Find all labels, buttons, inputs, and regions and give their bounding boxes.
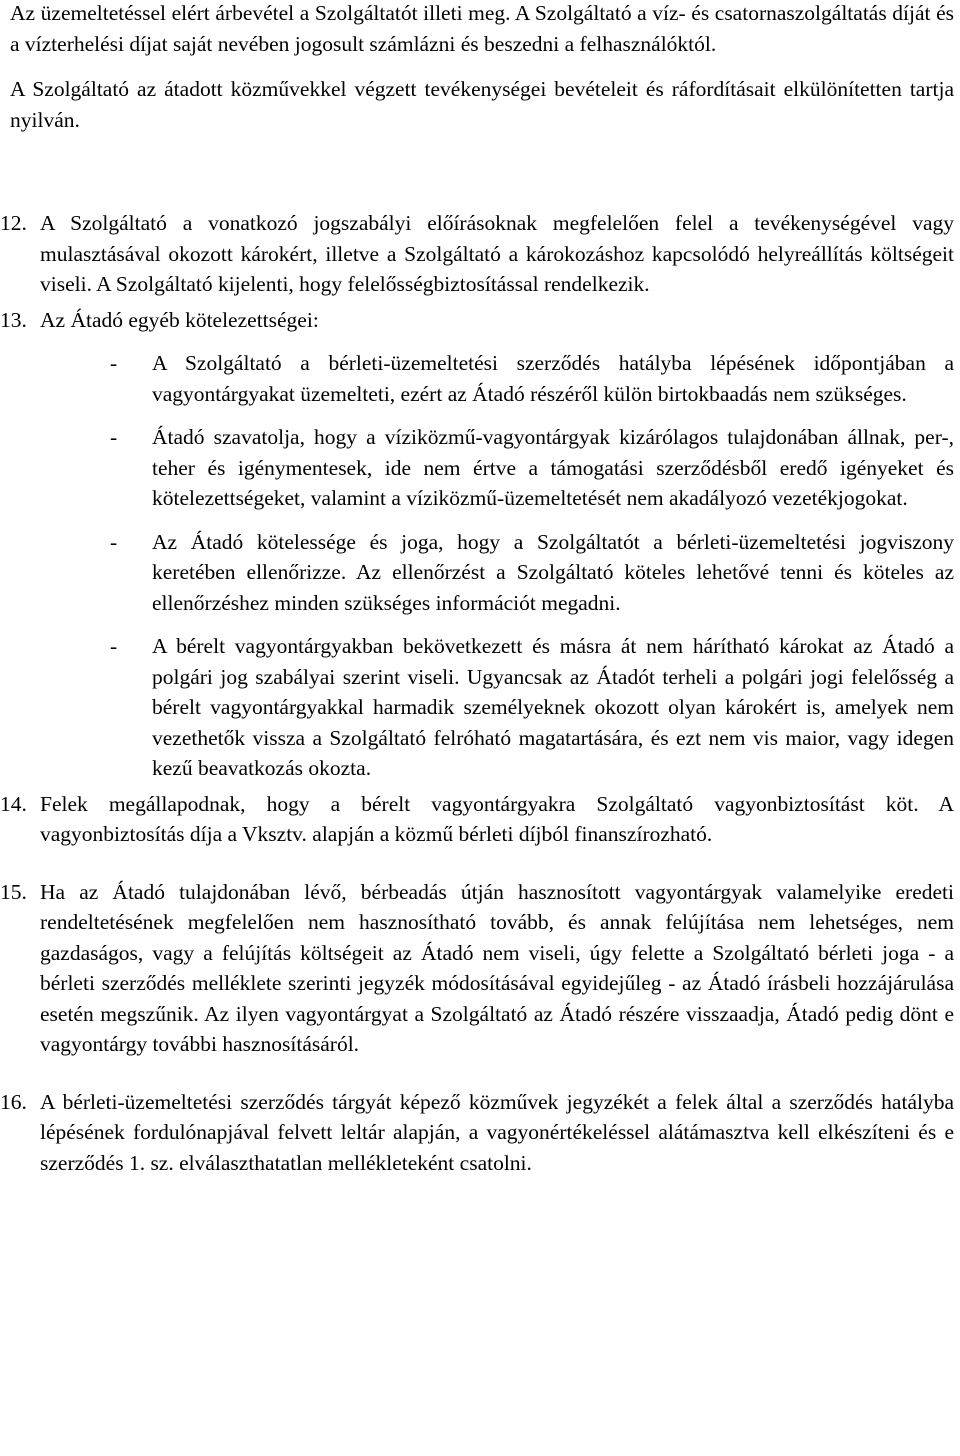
list-dash: - [110, 351, 118, 375]
obligation-item [10, 527, 954, 619]
obligation-item [10, 631, 954, 784]
clause-12 [0, 208, 954, 300]
clause-number: 14. [0, 791, 27, 816]
clause-16 [0, 1087, 954, 1179]
clause-text: A bérleti-üzemeltetési szerződés tárgyát képező közművek jegyzékét a felek által a szerződés hatályba lépésének fordulónapjával felvett leltár alapján, a vagyonértékeléssel alátámasztva kell elkészíteni és e szerződés 1. sz. elválaszthatatlan mellékleteként csatolni. [40, 1089, 954, 1175]
obligation-text: A Szolgáltató a bérleti-üzemeltetési szerződés hatályba lépésének időpontjában a vagyontárgyakat üzemelteti, ezért az Átadó részéről külön birtokbaadás nem szükséges. [152, 351, 954, 406]
clause-number: 12. [0, 211, 27, 235]
list-dash: - [110, 425, 118, 449]
obligation-text: Átadó szavatolja, hogy a víziközmű-vagyontárgyak kizárólagos tulajdonában állnak, per-, teher és igénymentesek, ide nem értve a támogatási szerződésből eredő igényeket és kötelezettségeket, valamint a víziközmű-üzemeltetését nem akadályozó vezetékjogokat. [152, 425, 954, 510]
clause-14 [0, 789, 954, 850]
clause-number: 15. [0, 879, 27, 904]
list-dash: - [110, 634, 118, 658]
obligation-item [10, 422, 954, 514]
clause-15 [0, 877, 954, 1060]
clause-number: 13. [0, 307, 27, 332]
clause-text: A Szolgáltató a vonatkozó jogszabályi előírásoknak megfelelően felel a tevékenységével vagy mulasztásával okozott károkért, illetve a Szolgáltató a károkozáshoz kapcsolódó helyreállítás költségeit viseli. A Szolgáltató kijelenti, hogy felelősségbiztosítással rendelkezik. [40, 211, 954, 296]
clause-number: 16. [0, 1089, 27, 1114]
obligation-text: A bérelt vagyontárgyakban bekövetkezett és másra át nem hárítható károkat az Átadó a polgári jog szabályai szerint viseli. Ugyancsak az Átadót terheli a polgári jogi felelősség a bérelt vagyontárgyakkal harmadik személyeknek okozott olyan károkért is, amelyek nem vezethetők vissza a Szolgáltató felróható magatartására, és ezt nem vis maior, vagy idegen kezű beavatkozás okozta. [152, 634, 954, 780]
clause-text: Ha az Átadó tulajdonában lévő, bérbeadás útján hasznosított vagyontárgyak valamelyike eredeti rendeltetésének megfelelően nem hasznosítható tovább, és annak felújítása nem lehetséges, nem gazdaságos, vagy a felújítás költségeit az Átadó nem viseli, úgy felette a Szolgáltató bérleti joga - a bérleti szerződés melléklete szerinti jegyzék módosításával egyidejűleg - az Átadó írásbeli hozzájárulása esetén megszűnik. Az ilyen vagyontárgyat a Szolgáltató az Átadó részére visszaadja, Átadó pedig dönt e vagyontárgy további hasznosításáról. [40, 879, 954, 1056]
obligation-text: Az Átadó kötelessége és joga, hogy a Szolgáltatót a bérleti-üzemeltetési jogviszony keretében ellenőrizze. Az ellenőrzést a Szolgáltató köteles lehetővé tenni és köteles az ellenőrzéshez minden szükséges információt megadni. [152, 529, 954, 615]
list-dash: - [110, 529, 118, 554]
clause-13 [0, 305, 954, 336]
intro-paragraph-accounting: A Szolgáltató az átadott közművekkel végzett tevékenységei bevételeit és ráfordításait elkülönítetten tartja nyilván. [10, 77, 954, 132]
clause-text: Az Átadó egyéb kötelezettségei: [40, 307, 319, 332]
obligation-item [10, 348, 954, 409]
clause-text: Felek megállapodnak, hogy a bérelt vagyontárgyakra Szolgáltató vagyonbiztosítást köt. A vagyonbiztosítás díja a Vksztv. alapján a közmű bérleti díjból finanszírozható. [40, 791, 954, 846]
intro-paragraph-revenue: Az üzemeltetéssel elért árbevétel a Szolgáltatót illeti meg. A Szolgáltató a víz- és csatornaszolgáltatás díját és a vízterhelési díjat saját nevében jogosult számlázni és beszedni a felhasználóktól. [10, 1, 954, 56]
